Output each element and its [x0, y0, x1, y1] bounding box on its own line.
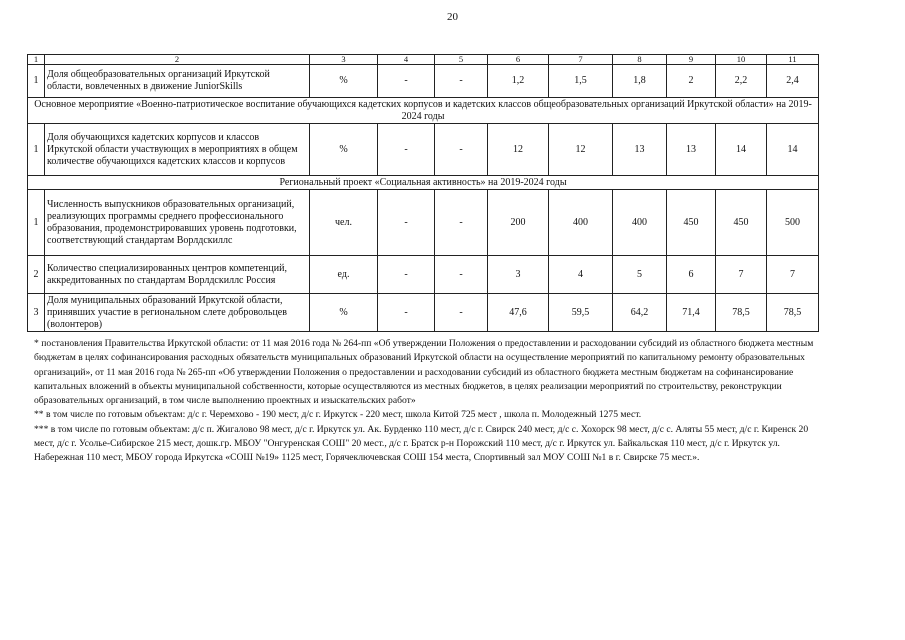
value-cell: -: [378, 190, 435, 256]
value-cell: 450: [667, 190, 716, 256]
value-cell: 4: [549, 256, 613, 294]
section-title: Основное мероприятие «Военно-патриотическое воспитание обучающихся кадетских корпусов и кадетских классов общеобразовательных организаций Иркутской области» на 2019-2024 годы: [28, 98, 819, 124]
header-cell: 2: [45, 55, 310, 65]
footnote-2: ** в том числе по готовым объектам: д/с г. Черемхово - 190 мест, д/с г. Иркутск - 220 мест, школа Китой 725 мест , школа п. Молодежный 1275 мест.: [34, 409, 642, 421]
indicator-name: Доля общеобразовательных организаций Иркутской области, вовлеченных в движение JuniorSkills: [45, 65, 310, 98]
unit-cell: %: [310, 124, 378, 176]
value-cell: 78,5: [767, 294, 819, 332]
value-cell: -: [378, 124, 435, 176]
section-row: [28, 176, 819, 190]
value-cell: 2: [667, 65, 716, 98]
value-cell: 47,6: [488, 294, 549, 332]
header-cell: 6: [488, 55, 549, 65]
unit-cell: %: [310, 65, 378, 98]
unit-cell: чел.: [310, 190, 378, 256]
header-cell: 1: [28, 55, 45, 65]
footnotes: [34, 337, 824, 466]
unit-cell: ед.: [310, 256, 378, 294]
header-cell: 10: [716, 55, 767, 65]
value-cell: 13: [667, 124, 716, 176]
value-cell: 2,4: [767, 65, 819, 98]
indicator-name: Доля обучающихся кадетских корпусов и классов Иркутской области участвующих в мероприятиях в общем количестве обучающихся кадетских классов и корпусов: [45, 124, 310, 176]
value-cell: 1,8: [613, 65, 667, 98]
section-title: Региональный проект «Социальная активность» на 2019-2024 годы: [28, 176, 819, 190]
unit-cell: %: [310, 294, 378, 332]
value-cell: -: [378, 65, 435, 98]
value-cell: 200: [488, 190, 549, 256]
value-cell: 14: [767, 124, 819, 176]
table-row: [28, 256, 819, 294]
header-cell: 3: [310, 55, 378, 65]
table-row: [28, 294, 819, 332]
value-cell: 3: [488, 256, 549, 294]
value-cell: 12: [549, 124, 613, 176]
value-cell: 500: [767, 190, 819, 256]
header-cell: 5: [435, 55, 488, 65]
value-cell: -: [378, 294, 435, 332]
value-cell: 12: [488, 124, 549, 176]
header-cell: 4: [378, 55, 435, 65]
header-cell: 9: [667, 55, 716, 65]
value-cell: 1,2: [488, 65, 549, 98]
indicator-name: Доля муниципальных образований Иркутской области, принявших участие в региональном слете добровольцев (волонтеров): [45, 294, 310, 332]
value-cell: 400: [613, 190, 667, 256]
row-number: 1: [28, 65, 45, 98]
value-cell: -: [435, 124, 488, 176]
indicators-table: [27, 54, 819, 332]
row-number: 1: [28, 190, 45, 256]
value-cell: -: [378, 256, 435, 294]
footnote-1: * постановления Правительства Иркутской области: от 11 мая 2016 года № 264-пп «Об утверждении Положения о предоставлении и расходовании субсидий из областного бюджета местным бюджетам в целях софинансирования расходных обязательств муниципальных образований Иркутской области на осуществление мероприятий по капитальному ремонту образовательных организаций», от 11 мая 2016 года № 265-пп «Об утверждении Положения о предоставлении и расходовании субсидий из областного бюджета местным бюджетам на софинансирование капитальных вложений в объекты муниципальной собственности, которые осуществляются из местных бюджетов, в целях реализации мероприятий по строительству, реконструкции образовательных организаций, в том числе выполнению проектных и изыскательских работ»: [34, 338, 814, 407]
value-cell: 5: [613, 256, 667, 294]
table-header-row: [28, 55, 819, 65]
table-row: [28, 190, 819, 256]
value-cell: 13: [613, 124, 667, 176]
value-cell: 400: [549, 190, 613, 256]
value-cell: 1,5: [549, 65, 613, 98]
row-number: 1: [28, 124, 45, 176]
value-cell: 450: [716, 190, 767, 256]
indicator-name: Количество специализированных центров компетенций, аккредитованных по стандартам Ворлдскиллс Россия: [45, 256, 310, 294]
value-cell: -: [435, 256, 488, 294]
value-cell: 14: [716, 124, 767, 176]
page-number: 20: [447, 11, 458, 23]
row-number: 2: [28, 256, 45, 294]
value-cell: 71,4: [667, 294, 716, 332]
header-cell: 11: [767, 55, 819, 65]
value-cell: 2,2: [716, 65, 767, 98]
value-cell: 78,5: [716, 294, 767, 332]
value-cell: 59,5: [549, 294, 613, 332]
indicator-name: Численность выпускников образовательных организаций, реализующих программы среднего профессионального образования, продемонстрировавших уровень подготовки, соответствующий стандартам Ворлдскиллс: [45, 190, 310, 256]
value-cell: 7: [716, 256, 767, 294]
table-row: [28, 65, 819, 98]
header-cell: 8: [613, 55, 667, 65]
section-row: [28, 98, 819, 124]
row-number: 3: [28, 294, 45, 332]
value-cell: -: [435, 294, 488, 332]
value-cell: -: [435, 65, 488, 98]
value-cell: 6: [667, 256, 716, 294]
header-cell: 7: [549, 55, 613, 65]
table-row: [28, 124, 819, 176]
footnote-3: *** в том числе по готовым объектам: д/с п. Жигалово 98 мест, д/с г. Иркутск ул. Ак. Бурденко 110 мест, д/с г. Свирск 240 мест, д/с с. Хохорск 98 мест, д/с с. Аляты 55 мест, д/с г. Киренск 20 мест, д/с г. Усолье-Сибирское 215 мест, дошк.гр. МБОУ "Онгуренская СОШ" 20 мест., д/с г. Братск р-н Порожский 110 мест, д/с г. Иркутск ул. Байкальская 110 мест, д/с г. Иркутск ул. Набережная 110 мест, МБОУ города Иркутска «СОШ №19» 1125 мест, Горячеключевская СОШ 154 места, Спортивный зал МОУ СОШ №1 в г. Свирске 75 мест.».: [34, 423, 809, 464]
value-cell: 7: [767, 256, 819, 294]
value-cell: -: [435, 190, 488, 256]
value-cell: 64,2: [613, 294, 667, 332]
